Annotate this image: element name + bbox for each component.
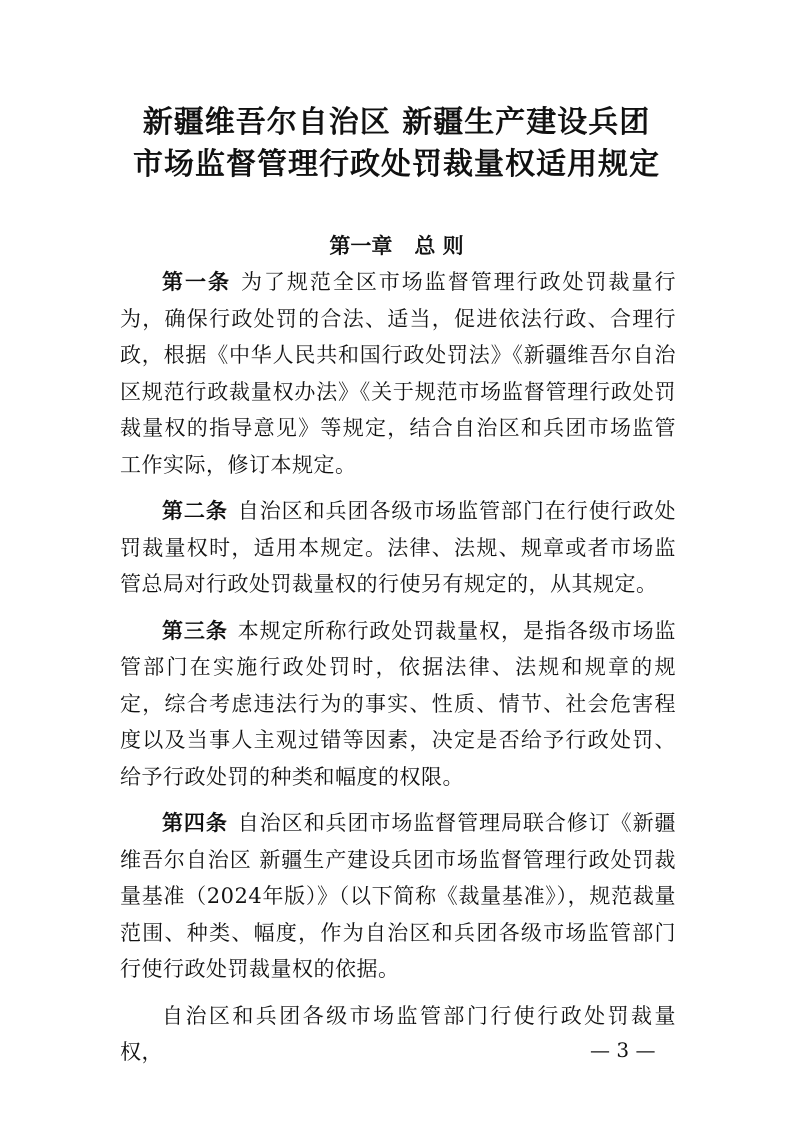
chapter-heading (0, 236, 793, 257)
article-1 (120, 264, 676, 483)
article-text: 自治区和兵团各级市场监管部门在行使行政处罚裁量权时，适用本规定。法律、法规、规章或者市场监管总局对行政处罚裁量权的行使另有规定的，从其规定。 (120, 499, 676, 596)
page-number: — 3 — (590, 1038, 656, 1062)
article-text: 为了规范全区市场监督管理行政处罚裁量行为，确保行政处罚的合法、适当，促进依法行政、合理行政，根据《中华人民共和国行政处罚法》《新疆维吾尔自治区规范行政裁量权办法》《关于规范市场监督管理行政处罚裁量权的指导意见》等规定，结合自治区和兵团市场监管工作实际，修订本规定。 (120, 270, 677, 477)
article-label: 第二条 (162, 499, 228, 523)
article-3 (120, 613, 676, 796)
chapter-name: 总 则 (414, 234, 464, 258)
article-label: 第一条 (162, 270, 231, 294)
article-2 (120, 493, 676, 603)
chapter-number: 第一章 (329, 234, 393, 258)
document-body (120, 264, 676, 1071)
article-label: 第三条 (162, 618, 228, 643)
article-4 (120, 805, 676, 988)
paragraph-text: 自治区和兵团各级市场监管部门行使行政处罚裁量权， (120, 1003, 676, 1064)
document-title-line-1: 新疆维吾尔自治区 新疆生产建设兵团 (142, 105, 651, 140)
article-text: 本规定所称行政处罚裁量权，是指各级市场监管部门在实施行政处罚时，依据法律、法规和规章的规定，综合考虑违法行为的事实、性质、情节、社会危害程度以及当事人主观过错等因素，决定是否给予行政处罚、给予行政处罚的种类和幅度的权限。 (120, 618, 676, 789)
article-label: 第四条 (162, 811, 228, 835)
document-title-line-2: 市场监督管理行政处罚裁量权适用规定 (133, 147, 660, 182)
article-text: 自治区和兵团市场监督管理局联合修订《新疆维吾尔自治区 新疆生产建设兵团市场监督管理行政处罚裁量基准（2024年版）》（以下简称《裁量基准》），规范裁量范围、种类、幅度，作为自治区和兵团各级市场监管部门行使行政处罚裁量权的依据。 (120, 811, 676, 981)
